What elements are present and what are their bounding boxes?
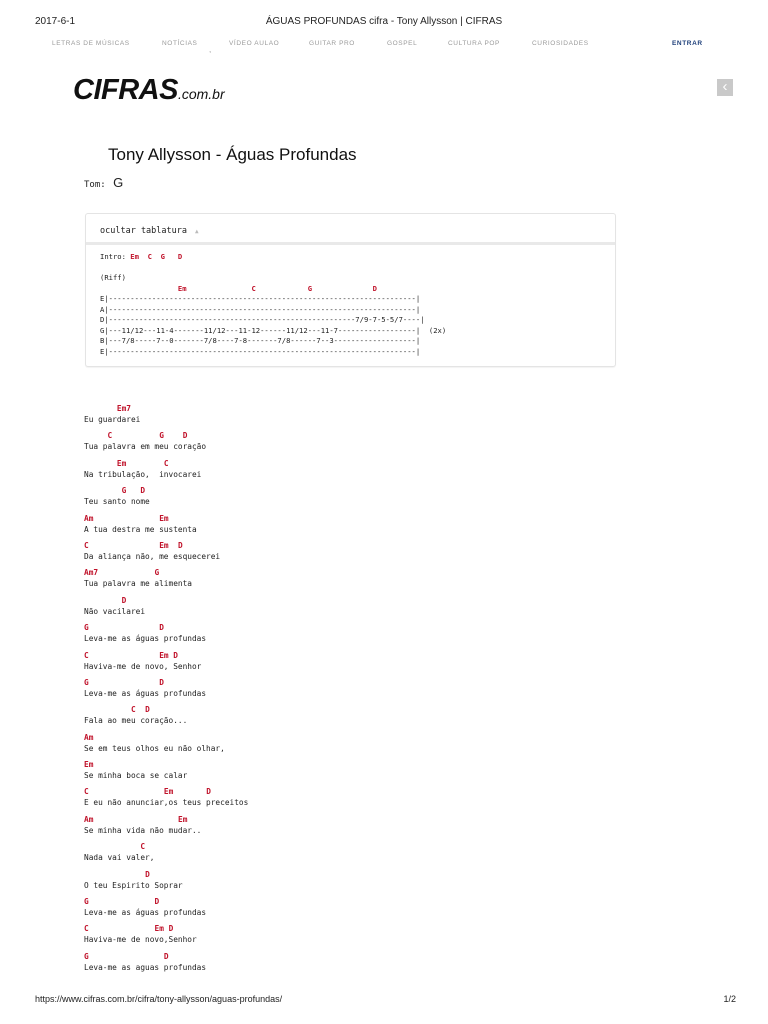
- lyric-block: [84, 431, 644, 458]
- chord[interactable]: Em: [159, 513, 169, 523]
- chord[interactable]: G: [160, 252, 165, 261]
- chord[interactable]: D: [173, 650, 178, 660]
- chord[interactable]: Em: [116, 458, 127, 468]
- lyric-line: Haviva-me de novo, Senhor: [84, 661, 202, 671]
- chord[interactable]: C: [147, 252, 152, 261]
- tab-string: B: [100, 336, 105, 345]
- print-footer: [0, 994, 768, 1008]
- lyric-line: Nada vai valer,: [84, 853, 155, 863]
- lyric-block: [84, 787, 644, 814]
- chord[interactable]: G: [307, 283, 313, 293]
- logo-domain: .com.br: [177, 86, 225, 102]
- lyric-line: Leva-me as águas profundas: [84, 634, 207, 644]
- lyric-block: [84, 541, 644, 568]
- tab-staff-line: |---11/12---11-4-------11/12---11-12------11/12---11-7------------------| (2x): [104, 325, 447, 335]
- lyric-line: Na tribulação, invocarei: [84, 469, 202, 479]
- lyric-line: Se em teus olhos eu não olhar,: [84, 743, 225, 753]
- chord-line: [84, 897, 644, 908]
- key-info: [84, 175, 123, 190]
- chord[interactable]: Em7: [116, 404, 131, 413]
- chord[interactable]: D: [178, 540, 183, 550]
- chord[interactable]: G: [121, 486, 127, 496]
- lyric-block: [84, 568, 644, 595]
- print-title: ÁGUAS PROFUNDAS cifra - Tony Allysson | CIFRAS: [265, 16, 503, 27]
- tab-staff-line: |-----------------------------------------------------------------------|: [104, 304, 421, 314]
- lyric-block: [84, 623, 644, 650]
- tab-staff-line: |-----------------------------------------------------------------------|: [104, 346, 421, 356]
- chord-line: [84, 459, 644, 470]
- intro-label: Intro:: [100, 252, 126, 261]
- lyric-block: [84, 596, 644, 623]
- lyric-line: Teu santo nome: [84, 497, 150, 507]
- lyric-block: [84, 815, 644, 842]
- chevron-left-icon[interactable]: ‹: [717, 79, 733, 96]
- site-logo[interactable]: [73, 74, 225, 107]
- chord[interactable]: D: [159, 623, 164, 633]
- tab-string: A: [100, 304, 105, 314]
- chord-line: [84, 924, 644, 935]
- chord[interactable]: D: [145, 869, 150, 879]
- hide-tab-label: ocultar tablatura: [100, 226, 187, 236]
- lyric-block: [84, 842, 644, 869]
- tab-string: G: [100, 325, 105, 335]
- chord-line: [84, 787, 644, 798]
- tablature-box: [85, 213, 616, 367]
- lyrics-section: [84, 404, 644, 979]
- nav-separator: ,: [209, 45, 212, 54]
- chord-line: [84, 431, 644, 442]
- chord[interactable]: Am: [84, 513, 94, 523]
- chord[interactable]: C: [84, 540, 89, 550]
- chord[interactable]: C: [163, 458, 169, 468]
- lyric-block: [84, 514, 644, 541]
- tab-string: E: [100, 346, 105, 356]
- chord[interactable]: D: [206, 787, 211, 797]
- chord[interactable]: Em: [163, 787, 174, 797]
- lyric-line: Leva-me as águas profundas: [84, 908, 207, 918]
- key-label: Tom:: [84, 180, 106, 190]
- tab-staff-line: |---7/8-----7--0-------7/8----7-8-------7/8------7--3-------------------|: [104, 336, 421, 345]
- chord[interactable]: D: [163, 951, 169, 961]
- chord[interactable]: G: [84, 623, 89, 633]
- chord[interactable]: D: [140, 486, 146, 496]
- lyric-line: O teu Espirito Soprar: [84, 880, 183, 890]
- chord[interactable]: Em: [177, 283, 187, 293]
- lyric-block: [84, 486, 644, 513]
- chord-line: [84, 870, 644, 881]
- chord[interactable]: C: [84, 650, 89, 660]
- chord-line: [84, 760, 644, 771]
- nav-curiosidades[interactable]: CURIOSIDADES: [532, 40, 589, 47]
- chord[interactable]: D: [182, 431, 188, 441]
- lyric-block: [84, 760, 644, 787]
- chord[interactable]: Em: [130, 252, 139, 261]
- lyric-line: Se minha vida não mudar..: [84, 825, 202, 835]
- lyric-block: [84, 924, 644, 951]
- lyric-line: Haviva-me de novo,Senhor: [84, 935, 197, 945]
- print-date: 2017-6-1: [35, 16, 76, 27]
- page-number: 1/2: [723, 994, 736, 1004]
- chord[interactable]: D: [372, 283, 377, 293]
- chord[interactable]: Em: [84, 760, 94, 770]
- nav-video-aulas[interactable]: VÍDEO AULAO: [229, 40, 280, 47]
- key-value[interactable]: G: [113, 175, 124, 190]
- chord[interactable]: D: [177, 252, 183, 261]
- chord[interactable]: Am7: [84, 568, 99, 578]
- lyric-block: [84, 459, 644, 486]
- lyric-line: Tua palavra me alimenta: [84, 579, 192, 589]
- chord[interactable]: Am: [84, 732, 94, 742]
- nav-gospel[interactable]: GOSPEL: [387, 40, 418, 47]
- chord-line: [84, 815, 644, 826]
- chord[interactable]: D: [168, 924, 174, 934]
- chord[interactable]: D: [154, 897, 160, 907]
- chord[interactable]: C: [140, 842, 146, 852]
- chord-line: [84, 678, 644, 689]
- chord-line: [84, 705, 644, 716]
- riff-label: (Riff): [100, 273, 126, 282]
- nav-cultura-pop[interactable]: CULTURA POP: [448, 40, 500, 47]
- tab-string: D: [100, 315, 105, 324]
- print-header: [0, 16, 768, 30]
- login-link[interactable]: ENTRAR: [672, 40, 703, 47]
- lyric-line: Leva-me as aguas profundas: [84, 962, 207, 972]
- caret-up-icon: ▲: [195, 228, 199, 235]
- lyric-block: [84, 952, 644, 979]
- lyric-block: [84, 678, 644, 705]
- chord[interactable]: C: [131, 705, 136, 715]
- logo-wordmark: CIFRAS: [73, 74, 178, 106]
- chord[interactable]: C: [107, 431, 113, 441]
- lyric-block: [84, 404, 644, 431]
- lyric-block: [84, 705, 644, 732]
- chord-line: [84, 623, 644, 634]
- chord[interactable]: G: [84, 677, 89, 687]
- chord[interactable]: Em: [159, 650, 169, 660]
- chord[interactable]: Em: [159, 540, 169, 550]
- chord[interactable]: G: [84, 951, 89, 961]
- chord-line: [84, 486, 644, 497]
- lyric-line: Eu guardarei: [84, 415, 141, 424]
- chord[interactable]: D: [145, 705, 150, 715]
- lyric-line: Não vacilarei: [84, 606, 146, 616]
- chord-line: [84, 651, 644, 662]
- tablature-header: [86, 214, 615, 245]
- nav-guitar-pro[interactable]: GUITAR PRO: [309, 40, 355, 47]
- chord-line: [84, 952, 644, 963]
- lyric-block: [84, 733, 644, 760]
- page-title: Tony Allysson - Águas Profundas: [108, 145, 357, 164]
- lyric-line: Se minha boca se calar: [84, 771, 188, 781]
- top-nav: [0, 40, 768, 52]
- lyric-block: [84, 870, 644, 897]
- lyric-line: Tua palavra em meu coração: [84, 442, 207, 452]
- lyric-line: Leva-me as águas profundas: [84, 688, 207, 698]
- print-url: https://www.cifras.com.br/cifra/tony-allysson/aguas-profundas/: [35, 994, 283, 1004]
- chord[interactable]: G: [84, 897, 89, 907]
- chord[interactable]: G: [159, 431, 164, 441]
- chord[interactable]: C: [84, 924, 89, 934]
- tab-staff-line: |-----------------------------------------------------------------------|: [104, 294, 421, 303]
- chord[interactable]: D: [121, 595, 127, 605]
- lyric-block: [84, 651, 644, 678]
- chord-line: [84, 596, 644, 607]
- chord[interactable]: G: [154, 568, 160, 578]
- chord[interactable]: Am: [84, 814, 94, 824]
- tab-staff-line: |---------------------------------------------------------7/9-7-5-5/7----|: [104, 315, 425, 324]
- chord-line: [84, 842, 644, 853]
- chord[interactable]: Em: [154, 924, 164, 934]
- chord-line: [84, 733, 644, 744]
- lyric-block: [84, 897, 644, 924]
- chord[interactable]: Em: [178, 814, 188, 824]
- chord-line: [84, 514, 644, 525]
- chord-line: [84, 568, 644, 579]
- chord[interactable]: C: [251, 283, 256, 293]
- chord[interactable]: C: [84, 787, 89, 797]
- lyric-line: Da aliança não, me esquecerei: [84, 551, 221, 561]
- nav-noticias[interactable]: NOTÍCIAS: [162, 40, 198, 47]
- nav-letras[interactable]: LETRAS DE MÚSICAS: [52, 40, 130, 47]
- lyric-line: E eu não anunciar,os teus preceitos: [84, 798, 249, 808]
- hide-tab-button[interactable]: [100, 226, 199, 236]
- lyric-line: A tua destra me sustenta: [84, 524, 197, 534]
- chord[interactable]: D: [159, 677, 164, 687]
- tablature-content: [100, 252, 446, 357]
- chord-line: [84, 541, 644, 552]
- tab-string: E: [100, 294, 105, 303]
- lyric-line: Fala ao meu coração...: [84, 716, 188, 726]
- chord-line: [84, 404, 644, 415]
